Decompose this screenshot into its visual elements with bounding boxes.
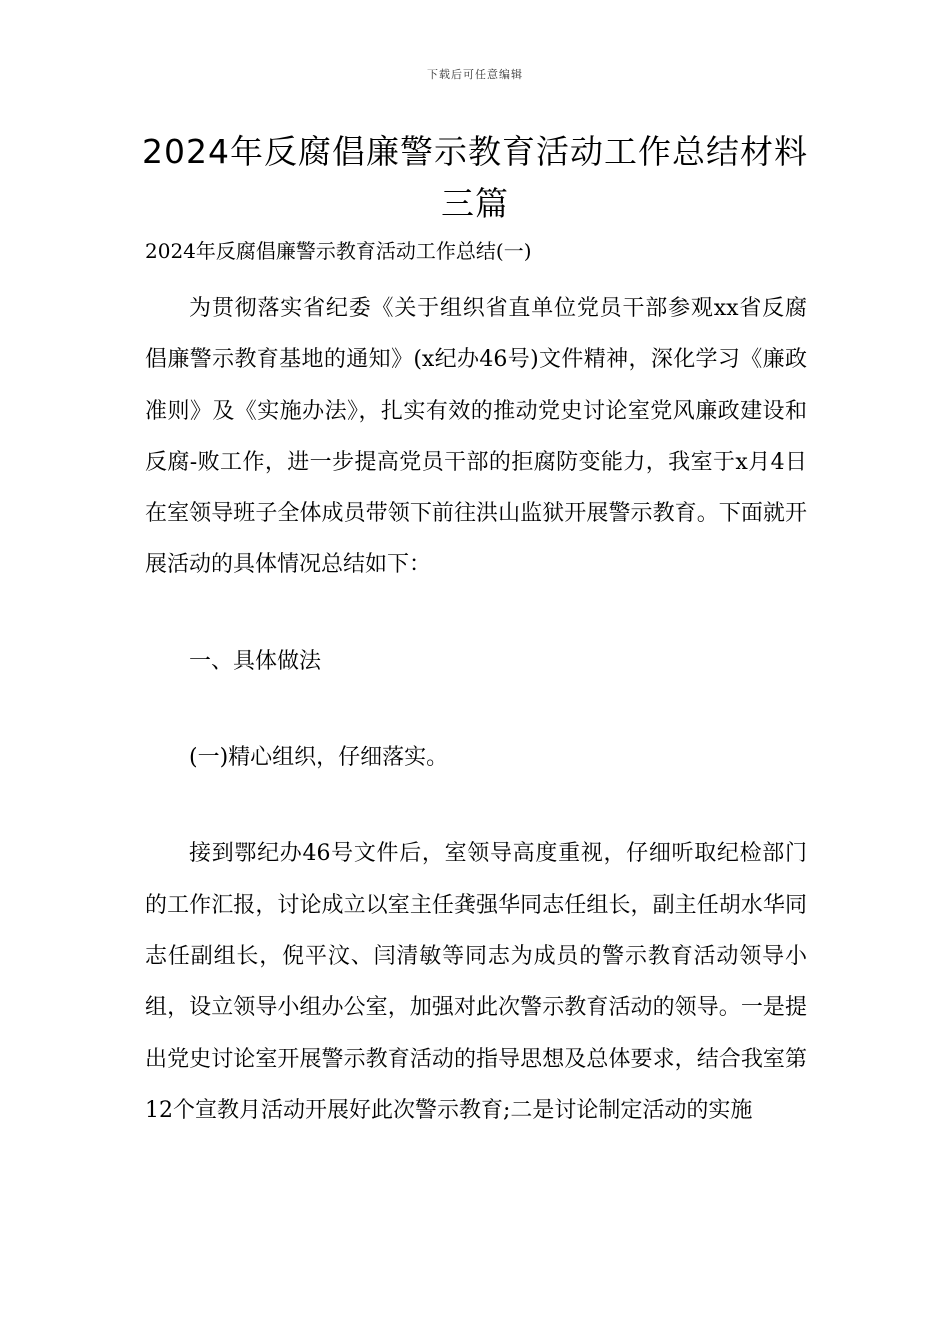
body-paragraph: 接到鄂纪办46号文件后，室领导高度重视，仔细听取纪检部门的工作汇报，讨论成立以室主任龚强华同志任组长，副主任胡水华同志任副组长，倪平汶、闫清敏等同志为成员的警示教育活动领导小组，设立领导小组办公室，加强对此次警示教育活动的领导。一是提出党史讨论室开展警示教育活动的指导思想及总体要求，结合我室第12个宣教月活动开展好此次警示教育;二是讨论制定活动的实施 <box>145 841 807 1123</box>
document-title: 2024年反腐倡廉警示教育活动工作总结材料三篇 <box>142 132 808 223</box>
document-subtitle: 2024年反腐倡廉警示教育活动工作总结(一) <box>145 239 532 263</box>
intro-paragraph: 为贯彻落实省纪委《关于组织省直单位党员干部参观xx省反腐倡廉警示教育基地的通知》(x纪办46号)文件精神，深化学习《廉政准则》及《实施办法》，扎实有效的推动党史讨论室党风廉政建设和反腐-败工作，进一步提高党员干部的拒腐防变能力，我室于x月4日在室领导班子全体成员带领下前往洪山监狱开展警示教育。下面就开展活动的具体情况总结如下： <box>145 296 807 578</box>
subsection-heading: (一)精心组织，仔细落实。 <box>189 745 449 771</box>
document-body <box>145 283 807 1136</box>
page-header-note: 下载后可任意编辑 <box>427 68 523 81</box>
section-heading: 一、具体做法 <box>189 648 322 674</box>
